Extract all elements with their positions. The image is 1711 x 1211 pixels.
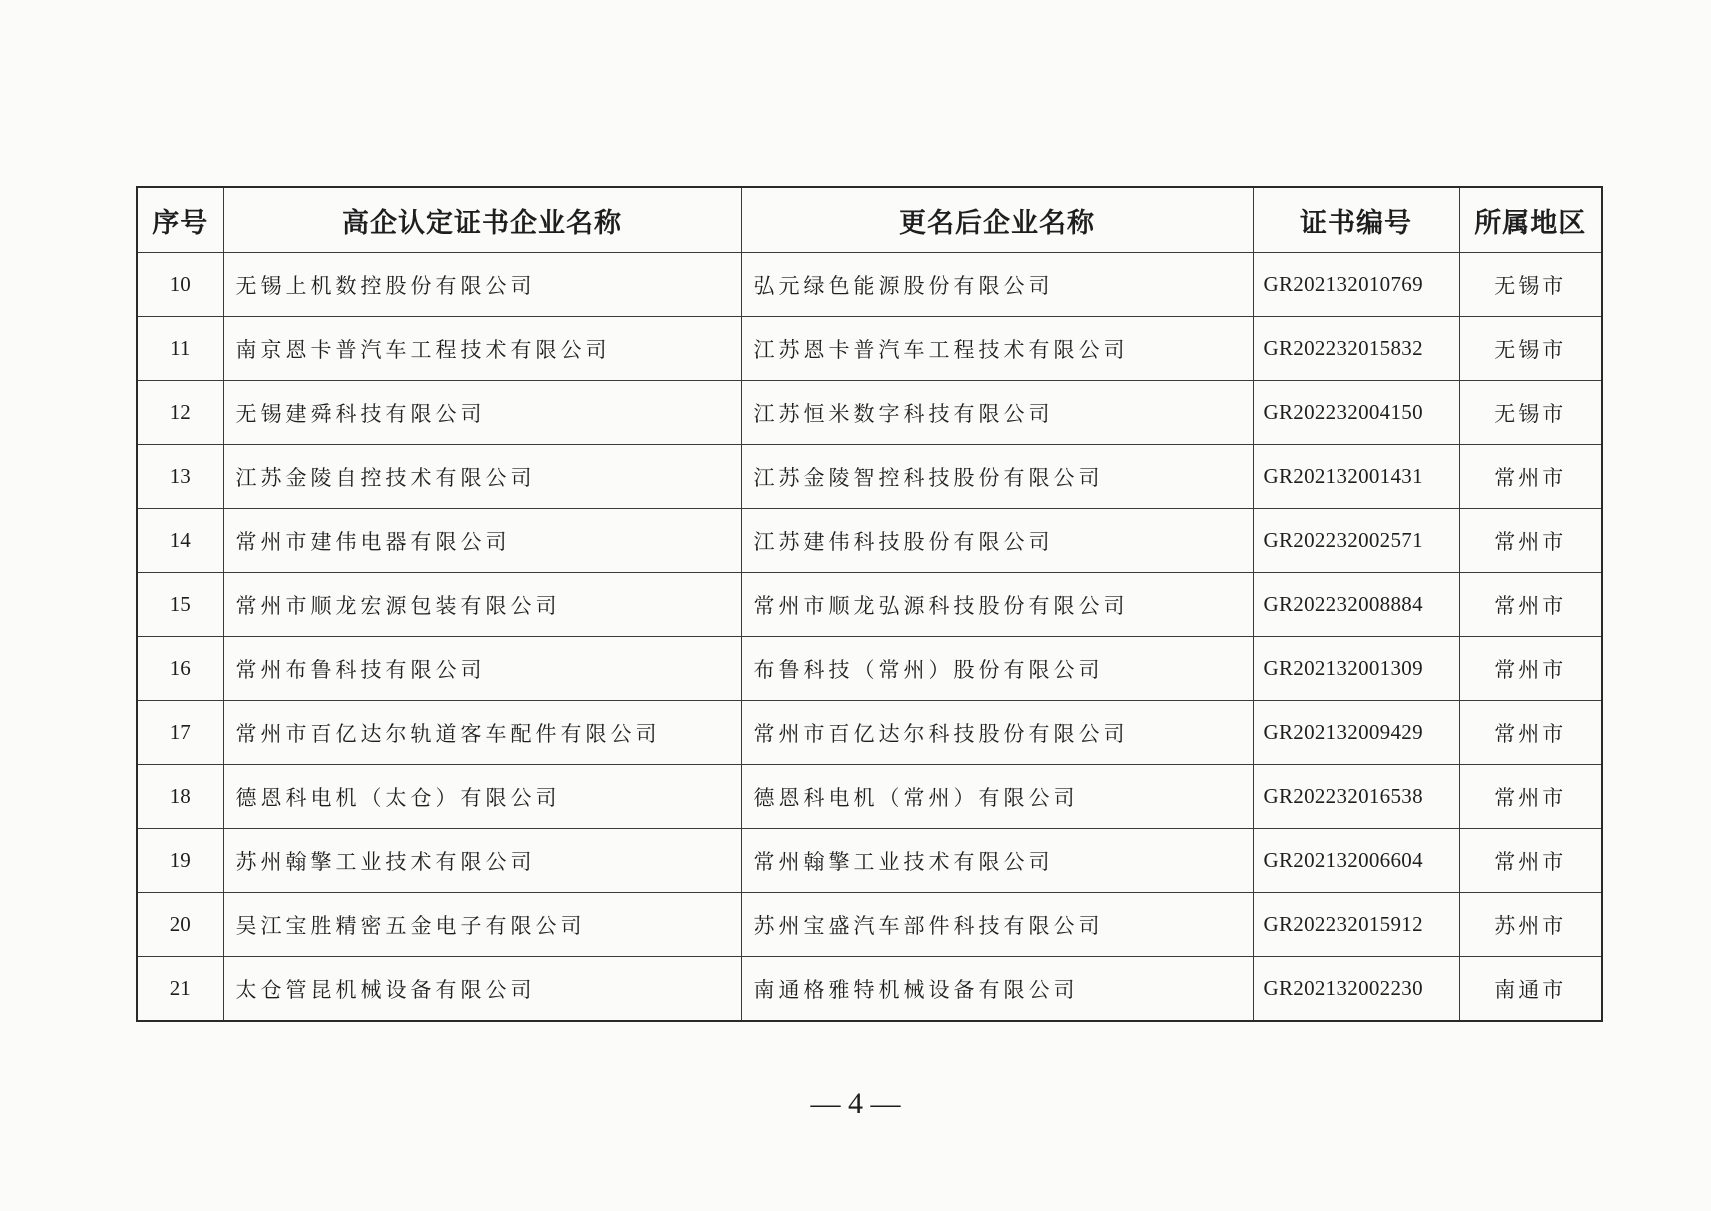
cell-cert-no: GR202232008884: [1253, 573, 1459, 637]
cell-seq: 19: [137, 829, 223, 893]
cell-region: 常州市: [1459, 829, 1602, 893]
cell-seq: 16: [137, 637, 223, 701]
cell-original-name: 德恩科电机（太仓）有限公司: [223, 765, 741, 829]
cell-cert-no: GR202232004150: [1253, 381, 1459, 445]
cell-original-name: 吴江宝胜精密五金电子有限公司: [223, 893, 741, 957]
table-row: [137, 573, 1602, 637]
cell-seq: 13: [137, 445, 223, 509]
cell-new-name: 德恩科电机（常州）有限公司: [741, 765, 1253, 829]
cell-cert-no: GR202232016538: [1253, 765, 1459, 829]
cell-cert-no: GR202132001309: [1253, 637, 1459, 701]
header-original-name: 高企认定证书企业名称: [223, 187, 741, 253]
cell-original-name: 南京恩卡普汽车工程技术有限公司: [223, 317, 741, 381]
cell-original-name: 常州布鲁科技有限公司: [223, 637, 741, 701]
table-row: [137, 829, 1602, 893]
header-cert-no: 证书编号: [1253, 187, 1459, 253]
header-seq: 序号: [137, 187, 223, 253]
cell-cert-no: GR202132002230: [1253, 957, 1459, 1022]
cell-region: 常州市: [1459, 765, 1602, 829]
cell-seq: 11: [137, 317, 223, 381]
cell-original-name: 苏州翰擎工业技术有限公司: [223, 829, 741, 893]
table-header-row: [137, 187, 1602, 253]
cell-new-name: 南通格雅特机械设备有限公司: [741, 957, 1253, 1022]
cell-region: 常州市: [1459, 701, 1602, 765]
cell-new-name: 常州市顺龙弘源科技股份有限公司: [741, 573, 1253, 637]
cell-cert-no: GR202132006604: [1253, 829, 1459, 893]
cell-original-name: 江苏金陵自控技术有限公司: [223, 445, 741, 509]
cell-new-name: 布鲁科技（常州）股份有限公司: [741, 637, 1253, 701]
cell-cert-no: GR202232002571: [1253, 509, 1459, 573]
cell-cert-no: GR202232015832: [1253, 317, 1459, 381]
header-region: 所属地区: [1459, 187, 1602, 253]
table-row: [137, 445, 1602, 509]
cell-new-name: 常州翰擎工业技术有限公司: [741, 829, 1253, 893]
table-row: [137, 509, 1602, 573]
table-row: [137, 701, 1602, 765]
cell-seq: 18: [137, 765, 223, 829]
cell-region: 常州市: [1459, 573, 1602, 637]
cell-seq: 21: [137, 957, 223, 1022]
cell-new-name: 苏州宝盛汽车部件科技有限公司: [741, 893, 1253, 957]
cell-cert-no: GR202232015912: [1253, 893, 1459, 957]
cell-new-name: 江苏恒米数字科技有限公司: [741, 381, 1253, 445]
cell-original-name: 常州市顺龙宏源包装有限公司: [223, 573, 741, 637]
cell-new-name: 江苏恩卡普汽车工程技术有限公司: [741, 317, 1253, 381]
table-row: [137, 893, 1602, 957]
table-row: [137, 957, 1602, 1022]
cell-original-name: 常州市建伟电器有限公司: [223, 509, 741, 573]
table-row: [137, 253, 1602, 317]
cell-new-name: 常州市百亿达尔科技股份有限公司: [741, 701, 1253, 765]
page-number: — 4 —: [810, 1087, 901, 1120]
table-row: [137, 637, 1602, 701]
cell-cert-no: GR202132010769: [1253, 253, 1459, 317]
table-row: [137, 381, 1602, 445]
cell-original-name: 太仓管昆机械设备有限公司: [223, 957, 741, 1022]
cell-seq: 14: [137, 509, 223, 573]
cell-cert-no: GR202132001431: [1253, 445, 1459, 509]
cell-seq: 12: [137, 381, 223, 445]
header-new-name: 更名后企业名称: [741, 187, 1253, 253]
cell-region: 常州市: [1459, 637, 1602, 701]
cell-region: 常州市: [1459, 445, 1602, 509]
cell-region: 无锡市: [1459, 381, 1602, 445]
table-row: [137, 765, 1602, 829]
cell-seq: 15: [137, 573, 223, 637]
cell-region: 无锡市: [1459, 253, 1602, 317]
cell-new-name: 江苏金陵智控科技股份有限公司: [741, 445, 1253, 509]
cell-region: 南通市: [1459, 957, 1602, 1022]
cell-cert-no: GR202132009429: [1253, 701, 1459, 765]
cell-region: 无锡市: [1459, 317, 1602, 381]
cell-new-name: 江苏建伟科技股份有限公司: [741, 509, 1253, 573]
cell-original-name: 无锡建舜科技有限公司: [223, 381, 741, 445]
cell-seq: 10: [137, 253, 223, 317]
cell-region: 常州市: [1459, 509, 1602, 573]
cell-seq: 20: [137, 893, 223, 957]
cell-seq: 17: [137, 701, 223, 765]
cell-original-name: 无锡上机数控股份有限公司: [223, 253, 741, 317]
cell-region: 苏州市: [1459, 893, 1602, 957]
cell-new-name: 弘元绿色能源股份有限公司: [741, 253, 1253, 317]
cell-original-name: 常州市百亿达尔轨道客车配件有限公司: [223, 701, 741, 765]
table-row: [137, 317, 1602, 381]
company-rename-table: [136, 186, 1603, 1022]
